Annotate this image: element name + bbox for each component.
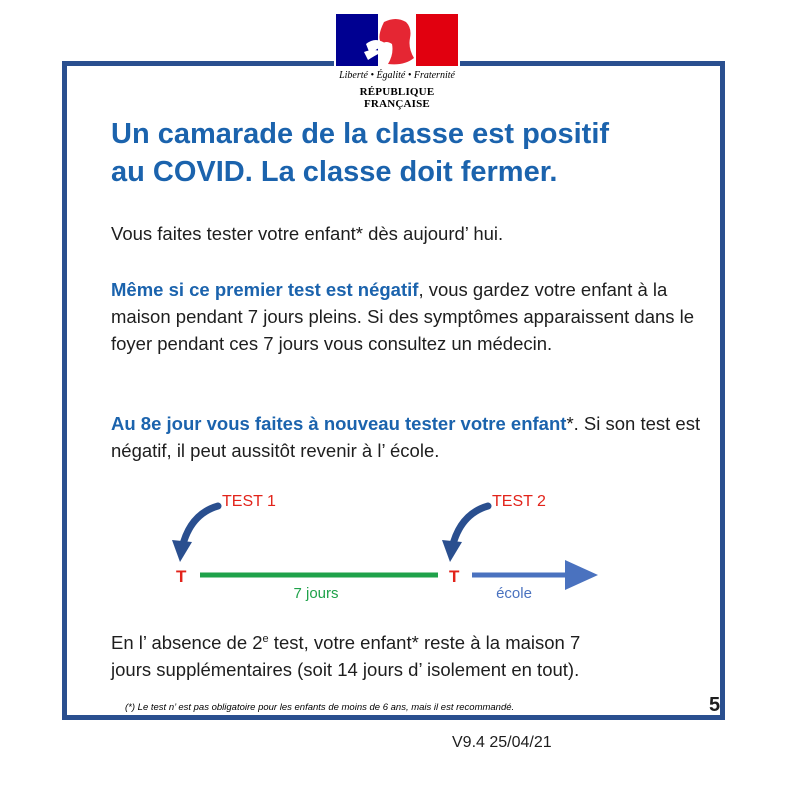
paragraph-negative-test (111, 276, 711, 357)
test1-label: TEST 1 (222, 493, 276, 510)
paragraph-test-today: Vous faites tester votre enfant* dès aujourd’ hui. (111, 223, 504, 244)
paragraph-no-second-test (111, 626, 711, 683)
paragraph-day-8-test (111, 410, 711, 464)
curved-arrow-test1-head-icon (172, 540, 192, 562)
logo-republic-name: RÉPUBLIQUE FRANÇAISE (359, 86, 435, 110)
school-arrow-head-icon (565, 560, 598, 590)
test-timeline-diagram (160, 478, 620, 608)
paragraph2-highlight: Même si ce premier test est négatif (111, 279, 419, 300)
paragraph4-line1-pre: En l’ absence de 2 (111, 632, 263, 654)
school-label: école (496, 585, 532, 602)
title-line-2: au COVID. La classe doit fermer. (111, 156, 558, 188)
page-title (111, 115, 711, 191)
version-date: V9.4 25/04/21 (452, 734, 552, 751)
page-number: 5 (709, 694, 721, 716)
paragraph4-line-2: jours supplémentaires (soit 14 jours d’ isolement en tout). (111, 659, 580, 681)
paragraph3-highlight: Au 8e jour vous faites à nouveau tester votre enfant (111, 413, 567, 434)
logo-motto: Liberté • Égalité • Fraternité (339, 70, 455, 81)
test1-marker: T (176, 567, 187, 586)
footnote: (*) Le test n’ est pas obligatoire pour les enfants de moins de 6 ans, mais il est recommandé. (125, 702, 515, 713)
paragraph3-text: *. Si son test est négatif, il peut aussitôt revenir à l’ école. (111, 413, 701, 461)
paragraph4-superscript: e (262, 633, 269, 645)
paragraph2-text: , vous gardez votre enfant à la maison pendant 7 jours pleins. Si des symptômes apparaissent dans le foyer pendant ces 7 jours vous consultez un médecin. (111, 279, 695, 354)
paragraph4-line-1 (111, 626, 711, 656)
title-line-1: Un camarade de la classe est positif (111, 118, 610, 150)
marianne-flag-icon (336, 14, 458, 66)
republique-francaise-logo (334, 14, 460, 110)
seven-days-label: 7 jours (293, 585, 339, 602)
test2-marker: T (449, 567, 460, 586)
test2-label: TEST 2 (492, 493, 546, 510)
curved-arrow-test2-head-icon (442, 540, 462, 562)
paragraph4-line1-post: test, votre enfant* reste à la maison 7 (268, 632, 581, 654)
